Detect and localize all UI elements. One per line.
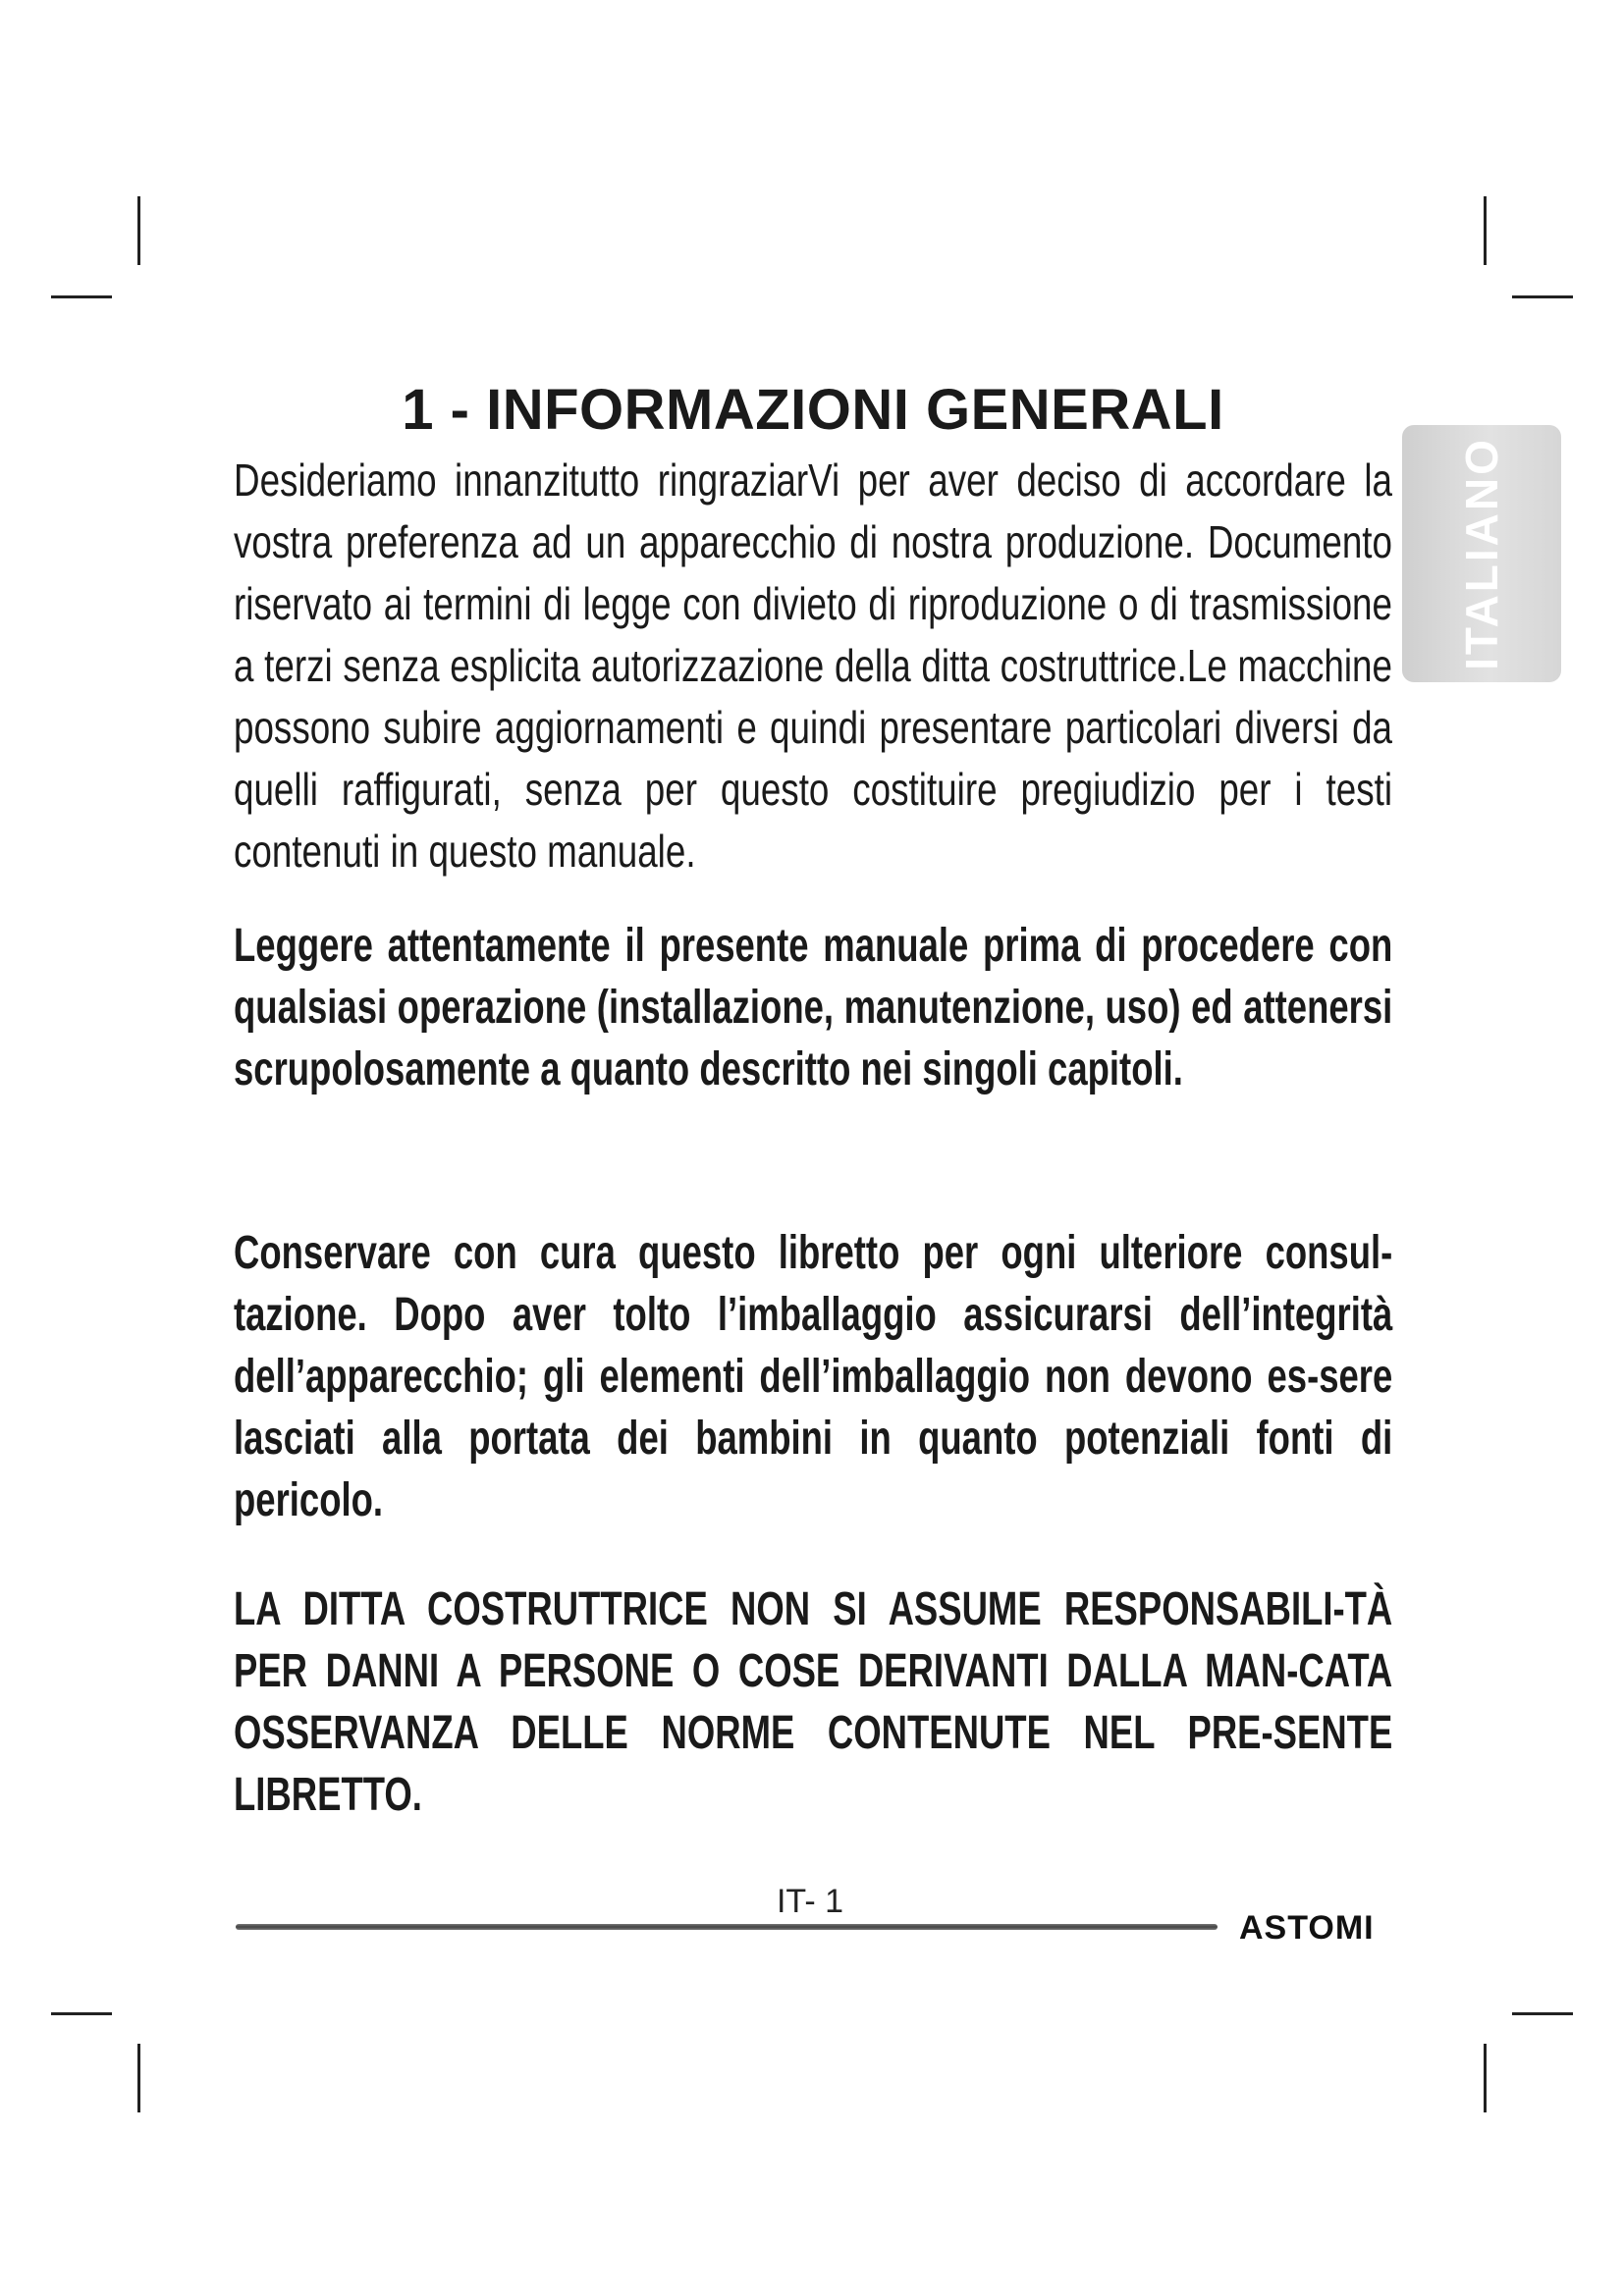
page-number: IT- 1	[776, 1883, 844, 1920]
page-title: 1 - INFORMAZIONI GENERALI	[402, 378, 1224, 442]
disclaimer-paragraph: LA DITTA COSTRUTTRICE NON SI ASSUME RESPONSABILI-TÀ PER DANNI A PERSONE O COSE DERIVANTI DALLA MAN-CATA OSSERVANZA DELLE NORME CONTENUTE NEL PRE-SENTE LIBRETTO.	[234, 1583, 1393, 1821]
intro-paragraph: Desideriamo innanzitutto ringraziarVi per aver deciso di accordare la vostra preferenza ad un apparecchio di nostra produzione. Documento riservato ai termini di legge con divieto di riproduzione o di trasmissione a terzi senza esplicita autorizzazione della ditta costruttrice.Le macchine possono subire aggiornamenti e quindi presentare particolari diversi da quelli raffigurati, senza per questo costituire pregiudizio per i testi contenuti in questo manuale.	[234, 454, 1392, 877]
crop-mark-top-right-vertical	[1484, 196, 1487, 265]
keep-booklet-paragraph: Conservare con cura questo libretto per ogni ulteriore consul-tazione. Dopo aver tolto l’imballaggio assicurarsi dell’integrità dell’apparecchio; gli elementi dell’imballaggio non devono es-sere lasciati alla portata dei bambini in quanto potenziali fonti di pericolo.	[234, 1227, 1393, 1526]
language-tab-label: ITALIANO	[1456, 437, 1507, 670]
crop-mark-top-left-horizontal	[51, 295, 112, 298]
language-tab	[1402, 425, 1561, 682]
crop-mark-bottom-right-horizontal	[1512, 2012, 1573, 2015]
crop-mark-bottom-left-vertical	[137, 2044, 140, 2112]
crop-mark-bottom-left-horizontal	[51, 2012, 112, 2015]
footer-divider	[236, 1924, 1218, 1930]
read-manual-paragraph: Leggere attentamente il presente manuale prima di procedere con qualsiasi operazione (installazione, manutenzione, uso) ed attenersi scrupolosamente a quanto descritto nei singoli capitoli.	[234, 920, 1393, 1095]
crop-mark-top-left-vertical	[137, 196, 140, 265]
brand-name: ASTOMI	[1239, 1909, 1375, 1947]
crop-mark-bottom-right-vertical	[1484, 2044, 1487, 2112]
crop-mark-top-right-horizontal	[1512, 295, 1573, 298]
